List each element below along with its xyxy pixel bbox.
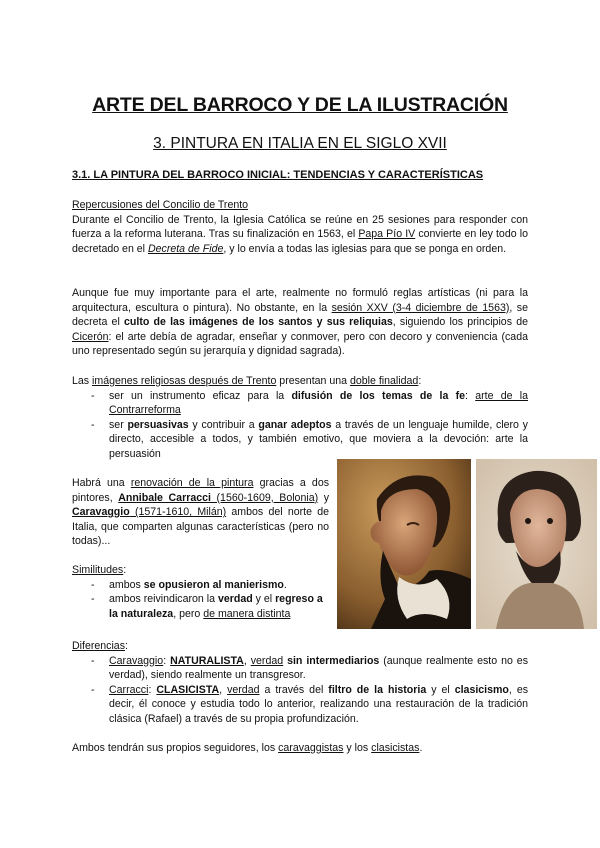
section-heading: 3.1. LA PINTURA DEL BARROCO INICIAL: TENDENCIAS Y CARACTERÍSTICAS xyxy=(72,169,484,181)
paragraph-concilio: Repercusiones del Concilio de Trento Durante el Concilio de Trento, la Iglesia Católica se reúne en 25 sesiones para responder con fuerza a la reforma luterana. Tras su finalización en 1563, el Papa Pío IV convierte en ley todo lo decretado en el Decreta de Fide, y lo envía a todas las iglesias para que se ponga en orden. xyxy=(72,199,528,255)
similitudes-heading: Similitudes xyxy=(72,564,124,576)
paragraph-sesion: Aunque fue muy importante para el arte, realmente no formuló reglas artísticas (ni para la arquitectura, escultura o pintura). No obstante, en la sesión XXV (3-4 diciembre de 1563), se decreta el culto de las imágenes de los santos y sus reliquias, siguiendo los principios de Cicerón: el arte debía de agradar, enseñar y conmover, pero con decoro y conveniencia (cada uno representado según su jerarquía y dignidad sagrada). xyxy=(72,287,528,358)
portrait-painting-icon xyxy=(337,459,471,629)
list-diferencias xyxy=(72,654,528,727)
list-item: - ser persuasivas y contribuir a ganar adeptos a través de un lenguaje humilde, clero y directo, accesible a todos, y también emotivo, que moviera a la devoción: arte la persuasión xyxy=(72,418,528,462)
list-finalidades xyxy=(72,389,528,462)
subheading-repercusiones: Repercusiones del Concilio de Trento xyxy=(72,199,249,211)
list-item: - Caravaggio: NATURALISTA, verdad sin intermediarios (aunque realmente esto no es verdad), siendo realmente un transgresor. xyxy=(72,654,528,683)
decreta-de-fide: Decreta de Fide xyxy=(147,242,224,255)
chalk-drawing-icon xyxy=(476,459,597,629)
diferencias-block: Diferencias: - Caravaggio: NATURALISTA, verdad sin intermediarios (aunque realmente esto no es verdad), siendo realmente un transgresor. - Carracci: CLASICISTA, verdad a través del filtro de la historia y el clasicismo, es decir, él conoce y estudia todo lo anterior, realizando una restauración de la tradición clásica (Rafael) a través de su propia profundización. xyxy=(72,639,528,727)
list-item: - ambos reivindicaron la verdad y el regreso a la naturaleza, pero de manera distinta xyxy=(72,592,332,621)
list-item: - ser un instrumento eficaz para la difusión de los temas de la fe: arte de la Contrarreforma xyxy=(72,389,528,418)
link-papa: Papa Pío IV xyxy=(358,228,416,241)
list-item: - Carracci: CLASICISTA, verdad a través del filtro de la historia y el clasicismo, es decir, él conoce y estudia todo lo anterior, realizando una restauración de la tradición clásica (Rafael) a través de su propia profundización. xyxy=(72,683,528,727)
similitudes-block: Similitudes: - ambos se opusieron al manierismo. - ambos reivindicaron la verdad y el regreso a la naturaleza, pero de manera distinta xyxy=(72,563,332,621)
portrait-annibale-carracci xyxy=(337,459,471,629)
paragraph-pintores: Habrá una renovación de la pintura gracias a dos pintores, Annibale Carracci (1560-1609, Bolonia) y Caravaggio (1571-1610, Milán) ambos del norte de Italia, que comparten algunas características (pero no todas)... xyxy=(72,477,330,548)
list-similitudes xyxy=(72,578,332,622)
document-title: ARTE DEL BARROCO Y DE LA ILUSTRACIÓN xyxy=(92,94,508,116)
portrait-caravaggio xyxy=(476,459,597,629)
paragraph-imagenes: Las imágenes religiosas después de Trento presentan una doble finalidad: - ser un instrumento eficaz para la difusión de los temas de la fe: arte de la Contrarreforma - ser persuasivas y contribuir a ganar adeptos a través de un lenguaje humilde, clero y directo, accesible a todos, y también emotivo, que moviera a la devoción: arte la persuasión xyxy=(72,374,528,462)
paragraph-seguidores: Ambos tendrán sus propios seguidores, los caravaggistas y los clasicistas. xyxy=(72,742,423,754)
diferencias-heading: Diferencias xyxy=(72,640,125,652)
list-item: - ambos se opusieron al manierismo. xyxy=(72,578,332,593)
chapter-subtitle: 3. PINTURA EN ITALIA EN EL SIGLO XVII xyxy=(153,135,447,152)
